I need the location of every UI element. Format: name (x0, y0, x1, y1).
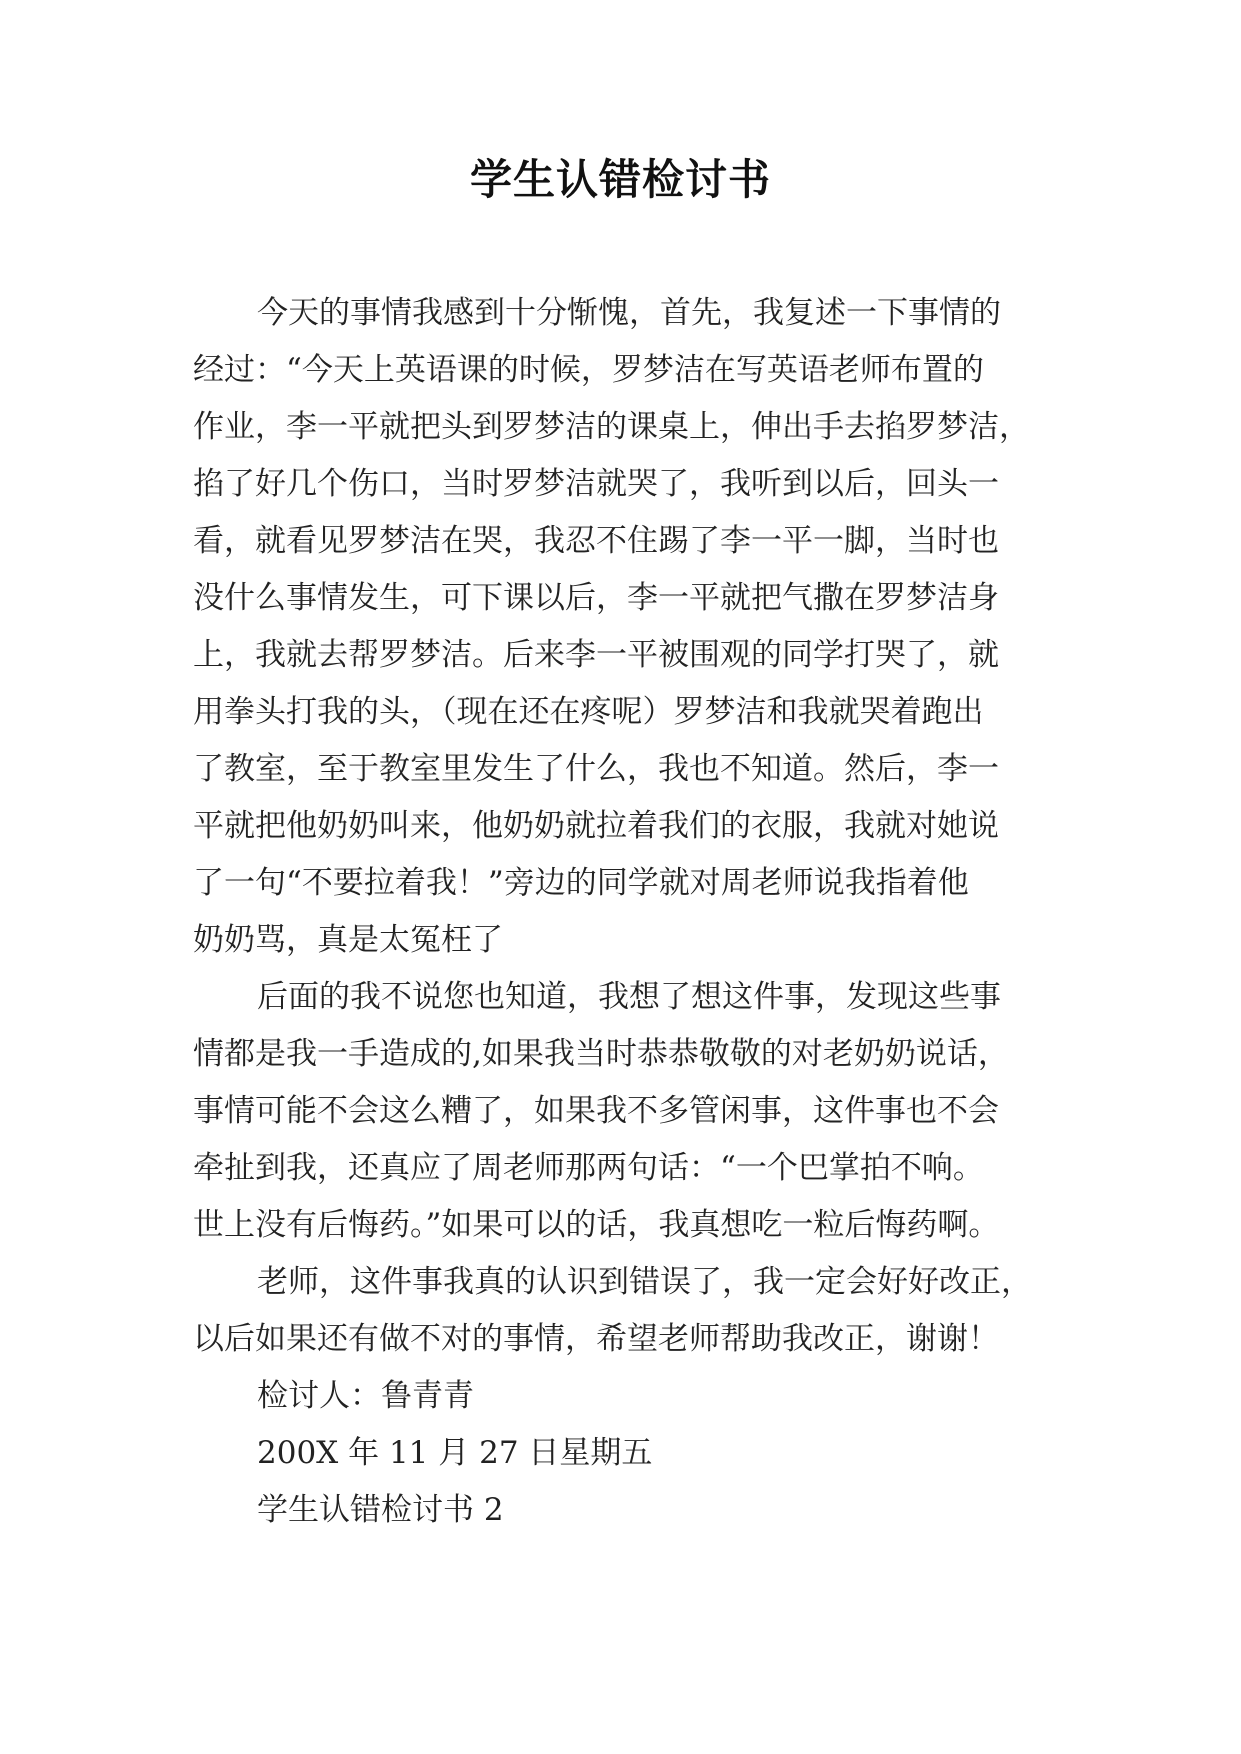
text-line: 事情可能不会这么糟了，如果我不多管闲事，这件事也不会 (193, 1093, 999, 1129)
text-line: 以后如果还有做不对的事情，希望老师帮助我改正，谢谢！ (193, 1321, 999, 1357)
document-title: 学生认错检讨书 (469, 155, 771, 204)
text-line: 老师，这件事我真的认识到错误了，我一定会好好改正， (257, 1264, 1032, 1300)
text-line: 看，就看见罗梦洁在哭，我忍不住踢了李一平一脚，当时也 (193, 523, 999, 559)
document-body (193, 285, 1073, 1539)
paragraph (193, 969, 1073, 1254)
text-line: 奶奶骂，真是太冤枉了 (193, 922, 503, 958)
text-line: 没什么事情发生，可下课以后，李一平就把气撒在罗梦洁身 (193, 580, 999, 616)
text-line: 平就把他奶奶叫来，他奶奶就拉着我们的衣服，我就对她说 (193, 808, 999, 844)
next-section-title: 学生认错检讨书 2 (257, 1492, 504, 1528)
text-line: 后面的我不说您也知道，我想了想这件事，发现这些事 (257, 979, 1001, 1015)
text-line: 用拳头打我的头，（现在还在疼呢）罗梦洁和我就哭着跑出 (193, 694, 984, 730)
text-line: 了教室，至于教室里发生了什么，我也不知道。然后，李一 (193, 751, 999, 787)
text-line: 上，我就去帮罗梦洁。后来李一平被围观的同学打哭了，就 (193, 637, 999, 673)
text-line: 经过：“今天上英语课的时候，罗梦洁在写英语老师布置的 (193, 352, 984, 388)
paragraph (193, 285, 1073, 969)
text-line: 今天的事情我感到十分惭愧，首先，我复述一下事情的 (257, 295, 1001, 331)
text-line: 世上没有后悔药。”如果可以的话，我真想吃一粒后悔药啊。 (193, 1207, 1000, 1243)
text-line: 牵扯到我，还真应了周老师那两句话：“一个巴掌拍不响。 (193, 1150, 984, 1186)
text-line: 了一句“不要拉着我！”旁边的同学就对周老师说我指着他 (193, 865, 969, 901)
signature: 检讨人：鲁青青 (257, 1378, 474, 1414)
paragraph (193, 1254, 1073, 1368)
text-line: 作业，李一平就把头到罗梦洁的课桌上，伸出手去掐罗梦洁， (193, 409, 1030, 445)
text-line: 掐了好几个伤口，当时罗梦洁就哭了，我听到以后，回头一 (193, 466, 999, 502)
text-line: 情都是我一手造成的,如果我当时恭恭敬敬的对老奶奶说话， (193, 1036, 1009, 1072)
date: 200X 年 11 月 27 日星期五 (257, 1435, 653, 1471)
